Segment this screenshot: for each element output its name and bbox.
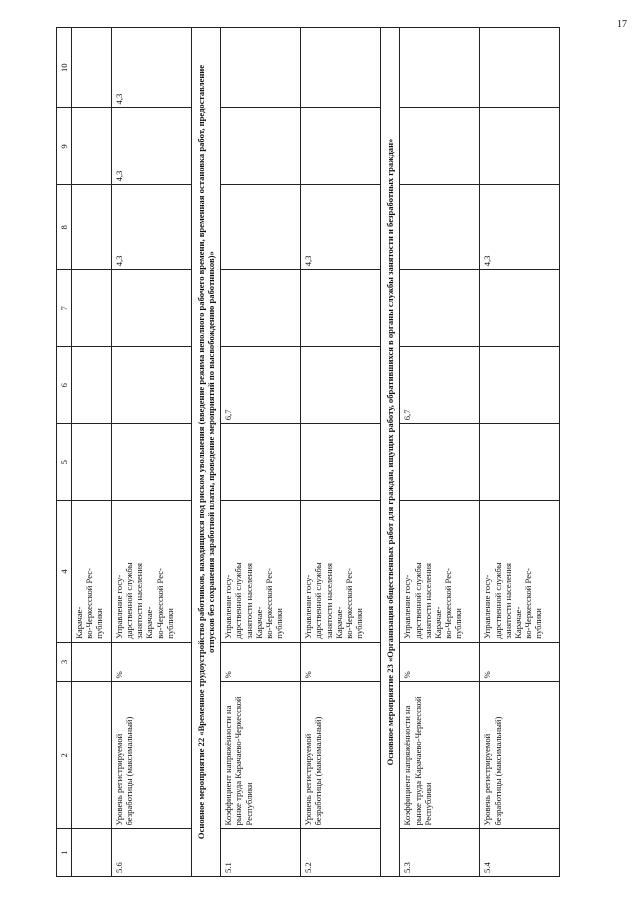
value-col-6: 6,7 <box>221 347 301 424</box>
table-row-5-3 <box>400 28 480 877</box>
header-row <box>57 28 72 877</box>
executor-cell: Управление госу- дарственной службы занятости населения Карачае- во-Черкесской Рес- публики <box>400 501 480 643</box>
header-col-4: 4 <box>57 501 72 643</box>
indicator-cell: Коэффициент напряжённости на рынке труда Карачаево-Черкесской Республики <box>221 682 301 829</box>
row-number: 5.4 <box>480 829 560 877</box>
section-title: Основное мероприятие 22 «Временное трудоустройство работников, находящихся под риском увольнения (введение режима неполного рабочего времени, временная остановка работ, предоставление отпусков без сохранения заработной платы, проведение мероприятий по высвобождению работников)» <box>192 28 221 877</box>
rotated-page <box>56 27 616 877</box>
header-col-10: 10 <box>57 28 72 108</box>
unit-cell: % <box>221 642 301 682</box>
table-row-5-2 <box>301 28 381 877</box>
table-row-5-6 <box>112 28 192 877</box>
indicators-table <box>56 27 560 877</box>
header-col-9: 9 <box>57 108 72 185</box>
header-col-8: 8 <box>57 185 72 270</box>
table-row-5-4 <box>480 28 560 877</box>
value-col-8: 4,3 <box>480 185 560 270</box>
table-row-continuation <box>72 28 112 877</box>
executor-cell: Управление госу- дарственной службы занятости населения Карачае- во-Черкесской Рес- публики <box>112 501 192 643</box>
section-row-22 <box>192 28 221 877</box>
unit-cell: % <box>400 642 480 682</box>
indicator-cell: Уровень регистрируемой безработицы (максимальный) <box>480 682 560 829</box>
row-number: 5.3 <box>400 829 480 877</box>
value-col-8: 4,3 <box>301 185 381 270</box>
row-number: 5.2 <box>301 829 381 877</box>
unit-cell: % <box>301 642 381 682</box>
unit-cell: % <box>112 642 192 682</box>
executor-cell: Карачае- во-Черкесской Рес- публики <box>72 501 112 643</box>
section-title: Основное мероприятие 23 «Организация общественных работ для граждан, ищущих работу, обратившихся в органы службы занятости и безработных граждан» <box>381 28 400 877</box>
unit-cell: % <box>480 642 560 682</box>
indicator-cell: Коэффициент напряжённости на рынке труда Карачаево-Черкесской Республики <box>400 682 480 829</box>
page-number: 17 <box>617 19 627 30</box>
header-col-3: 3 <box>57 642 72 682</box>
indicator-cell: Уровень регистрируемой безработицы (максимальный) <box>112 682 192 829</box>
value-col-10: 4,3 <box>112 28 192 108</box>
executor-cell: Управление госу- дарственной службы занятости населения Карачае- во-Черкесской Рес- публики <box>221 501 301 643</box>
indicator-cell: Уровень регистрируемой безработицы (максимальный) <box>301 682 381 829</box>
row-number: 5.6 <box>112 829 192 877</box>
value-col-6: 6,7 <box>400 347 480 424</box>
header-col-6: 6 <box>57 347 72 424</box>
value-col-8: 4,3 <box>112 185 192 270</box>
header-col-5: 5 <box>57 424 72 501</box>
executor-cell: Управление госу- дарственной службы занятости населения Карачае- во-Черкесской Рес- публики <box>301 501 381 643</box>
executor-cell: Управление госу- дарственной службы занятости населения Карачае- во-Черкесской Рес- публики <box>480 501 560 643</box>
header-col-2: 2 <box>57 682 72 829</box>
value-col-9: 4,3 <box>112 108 192 185</box>
header-col-1: 1 <box>57 829 72 877</box>
header-col-7: 7 <box>57 270 72 347</box>
section-row-23 <box>381 28 400 877</box>
row-number: 5.1 <box>221 829 301 877</box>
table-row-5-1 <box>221 28 301 877</box>
